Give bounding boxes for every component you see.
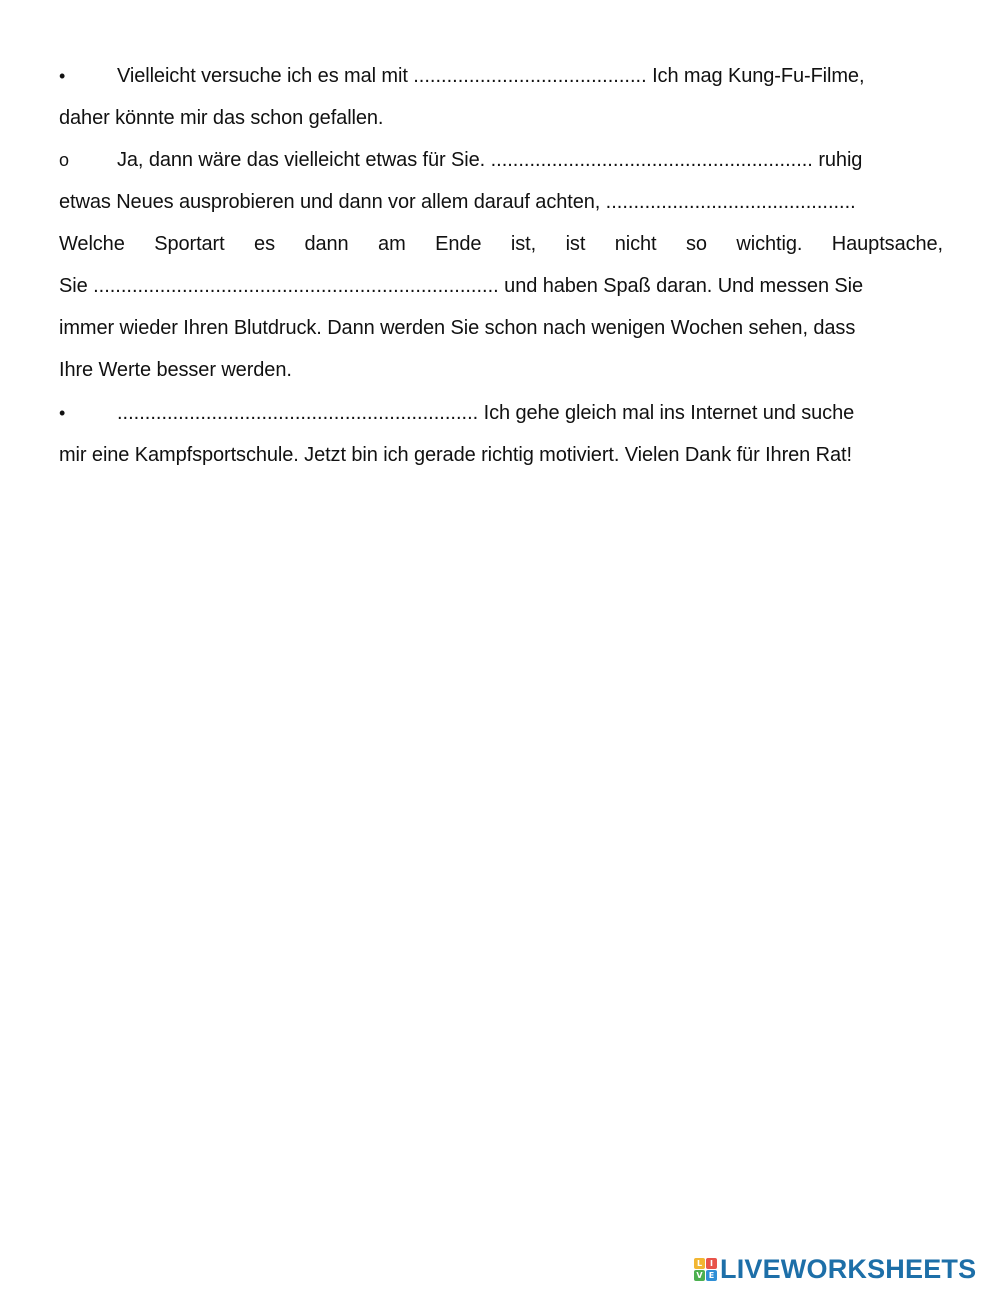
- p2-line-6: Ihre Werte besser werden.: [59, 359, 292, 381]
- liveworksheets-logo-icon: [694, 1258, 717, 1281]
- worksheet-page: [59, 55, 943, 476]
- p2-line-5: immer wieder Ihren Blutdruck. Dann werden Sie schon nach wenigen Wochen sehen, dass: [59, 317, 856, 339]
- blank-field-3[interactable]: .............................................: [605, 191, 856, 213]
- logo-square-v: V: [694, 1270, 705, 1281]
- logo-square-i: I: [706, 1258, 717, 1269]
- blank-field-4[interactable]: .........................................................................: [93, 275, 499, 297]
- p2-line-3: Welche Sportart es dann am Ende ist, ist nicht so wichtig. Hauptsache,: [59, 233, 943, 255]
- logo-square-l: L: [694, 1258, 705, 1269]
- p2-line-2: etwas Neues ausprobieren und dann vor allem darauf achten, .............................................: [59, 181, 943, 223]
- logo-square-e: E: [706, 1270, 717, 1281]
- p2-line-1: [59, 139, 943, 181]
- bullet-marker: •: [59, 403, 66, 423]
- blank-field-5[interactable]: .................................................................: [117, 402, 479, 424]
- p1-line-1-text: Vielleicht versuche ich es mal mit .......................................... Ich mag Kung-Fu-Filme,: [117, 55, 943, 97]
- bullet-marker: •: [59, 66, 66, 86]
- blank-field-2[interactable]: ..........................................................: [490, 149, 813, 171]
- p3-line-2: mir eine Kampfsportschule. Jetzt bin ich gerade richtig motiviert. Vielen Dank für Ihren Rat!: [59, 444, 852, 466]
- p1-line-2: daher könnte mir das schon gefallen.: [59, 107, 384, 129]
- p1-line-1: [59, 55, 943, 97]
- liveworksheets-logo: [694, 1254, 976, 1284]
- p3-line-1: [59, 392, 943, 434]
- p2-line-1-text: Ja, dann wäre das vielleicht etwas für Sie. .......................................................... ruhig: [117, 139, 943, 181]
- circle-marker: o: [59, 150, 69, 170]
- blank-field-1[interactable]: ..........................................: [413, 65, 647, 87]
- p2-line-4: Sie ......................................................................... und haben Spaß daran. Und messen Sie: [59, 265, 943, 307]
- logo-text: LIVEWORKSHEETS: [720, 1253, 977, 1284]
- p3-line-1-text: ................................................................. Ich gehe gleich mal ins Internet und suche: [117, 392, 943, 434]
